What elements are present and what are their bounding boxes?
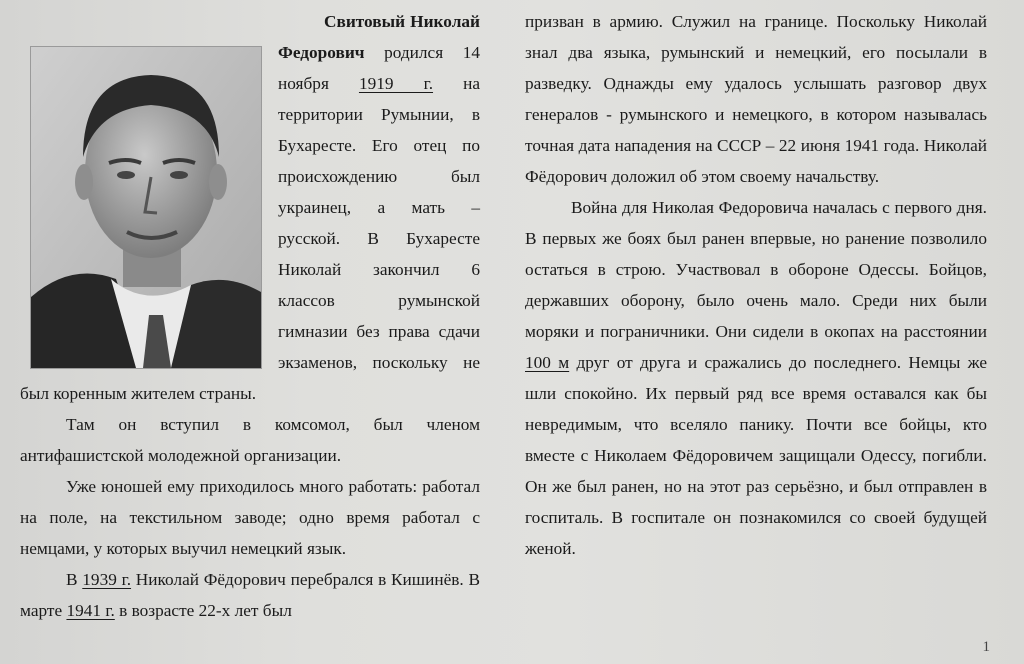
- paragraph-3: Уже юношей ему приходилось много работать: работал на поле, на текстильном заводе; одно время работал с немцами, у которых выучил немецкий язык.: [20, 477, 480, 558]
- paragraph-1-text-a: родился 14 ноября: [278, 43, 480, 93]
- paragraph-4-text-c: в возрасте 22-х лет был: [114, 601, 292, 620]
- right-column: [525, 6, 987, 564]
- birth-year: 1919 г.: [358, 74, 434, 93]
- portrait-photo: [30, 46, 262, 369]
- paragraph-2: Там он вступил в комсомол, был членом антифашистской молодежной организации.: [20, 415, 480, 465]
- year-1939: 1939 г.: [82, 570, 132, 589]
- page-number: 1: [982, 639, 990, 655]
- paragraph-6-text-b: друг от друга и сражались до последнего. Немцы же шли спокойно. Их первый ряд все время оставался как бы невредимым, что вселяло панику. Почти все бойцы, кто вместе с Николаем Фёдоровичем защищали Одессу, погибли. Он же был ранен, но на этот раз серьёзно, и был отправлен в госпиталь. В госпитале он познакомился со своей будущей женой.: [525, 353, 987, 558]
- paragraph-4-text-b: Николай Фёдорович перебрался в Кишинёв. В марте: [20, 570, 480, 620]
- paragraph-1-text-b: на территории Румынии, в Бухаресте. Его отец по происхождению был украинец, а мать – русской. В Бухаресте Николай закончил 6 классов румынской гимназии без права сдачи экзаменов, поскольку не был коренным жителем страны.: [20, 74, 480, 403]
- paragraph-4-text-a: В: [66, 570, 83, 589]
- year-1941: 1941 г.: [66, 601, 115, 620]
- paragraph-4: [20, 564, 480, 626]
- person-name: Свитовый Николай Федорович: [278, 12, 480, 62]
- paragraph-5: призван в армию. Служил на границе. Поскольку Николай знал два языка, румынский и немецкий, его посылали в разведку. Однажды ему удалось услышать разговор двух генералов - румынского и немецкого, в котором называлась точная дата нападения на СССР – 22 июня 1941 года. Николай Фёдорович доложил об этом своему начальству.: [525, 12, 987, 186]
- paragraph-6-text-a: Война для Николая Федоровича началась с первого дня. В первых же боях был ранен впервые, но ранение позволило остаться в строю. Участвовал в обороне Одессы. Бойцов, державших оборону, было очень мало. Среди них были моряки и пограничники. Они сидели в окопах на расстоянии: [525, 198, 987, 341]
- distance-value: 100 м: [525, 353, 570, 372]
- paragraph-6: [525, 192, 987, 564]
- left-column: [20, 6, 480, 626]
